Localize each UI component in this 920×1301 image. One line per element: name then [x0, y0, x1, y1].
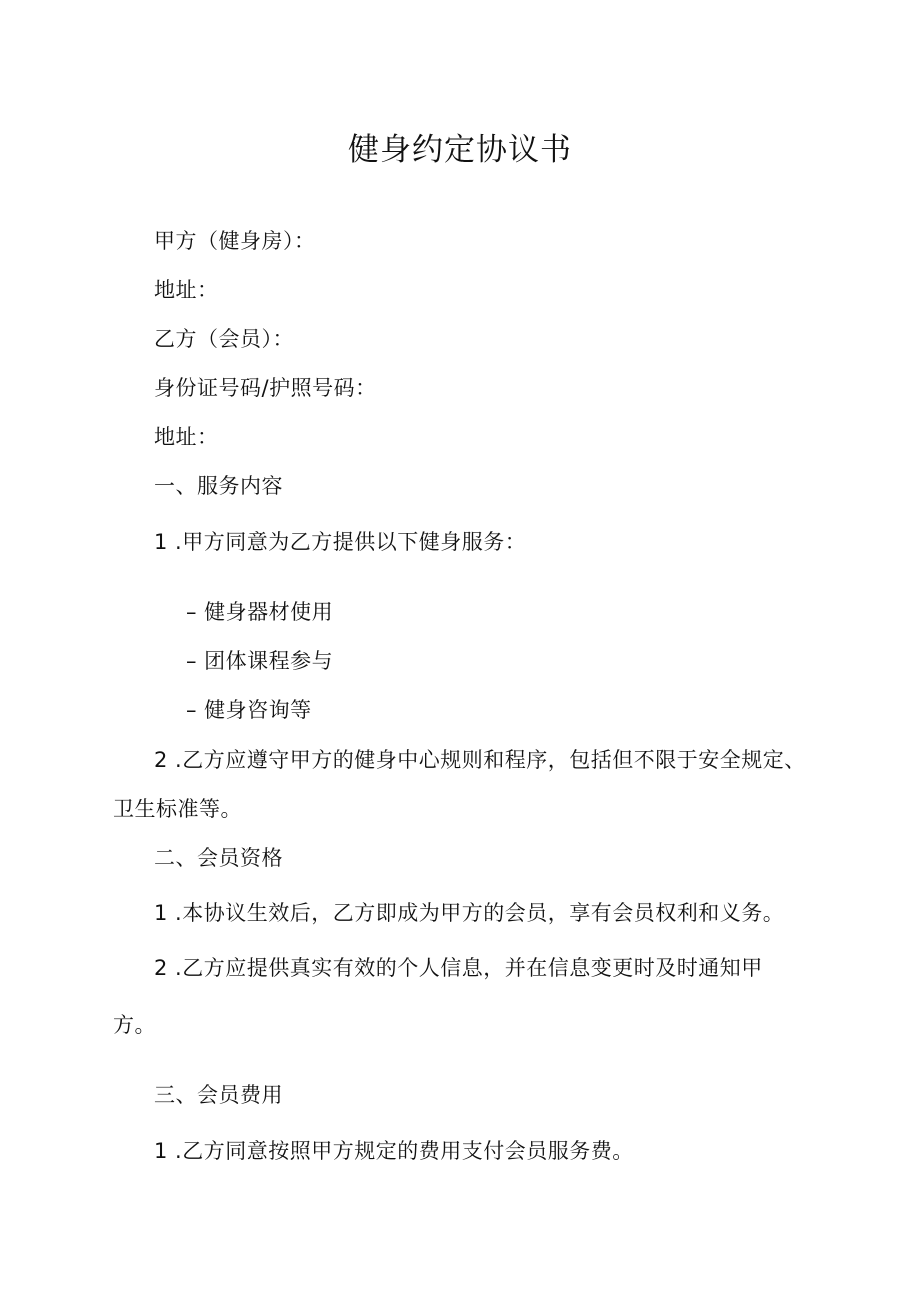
- section-1-heading: 一、服务内容: [154, 474, 283, 498]
- document-title: 健身约定协议书: [348, 132, 572, 168]
- section-3-item-1: 1 .乙方同意按照甲方规定的费用支付会员服务费。: [154, 1139, 634, 1163]
- section-2-heading: 二、会员资格: [154, 846, 283, 870]
- party-a-label: 甲方（健身房）：: [154, 229, 316, 253]
- section-1-item-2-line-1: 2 .乙方应遵守甲方的健身中心规则和程序，包括但不限于安全规定、: [154, 748, 806, 772]
- section-2-item-2-line-1: 2 .乙方应提供真实有效的个人信息，并在信息变更时及时通知甲: [154, 956, 763, 980]
- id-number-label: 身份证号码/护照号码：: [154, 376, 377, 400]
- section-2-item-2-line-2: 方。: [113, 1013, 156, 1037]
- section-1-item-1: 1 .甲方同意为乙方提供以下健身服务：: [154, 530, 527, 554]
- address-b-label: 地址：: [154, 425, 219, 449]
- party-b-label: 乙方（会员）：: [154, 327, 294, 351]
- service-item-consulting: – 健身咨询等: [186, 698, 312, 722]
- service-item-equipment: – 健身器材使用: [186, 600, 334, 624]
- section-2-item-1: 1 .本协议生效后，乙方即成为甲方的会员，享有会员权利和义务。: [154, 901, 785, 925]
- address-a-label: 地址：: [154, 278, 219, 302]
- service-item-group-classes: – 团体课程参与: [186, 649, 334, 673]
- section-1-item-2-line-2: 卫生标准等。: [113, 797, 242, 821]
- section-3-heading: 三、会员费用: [154, 1083, 283, 1107]
